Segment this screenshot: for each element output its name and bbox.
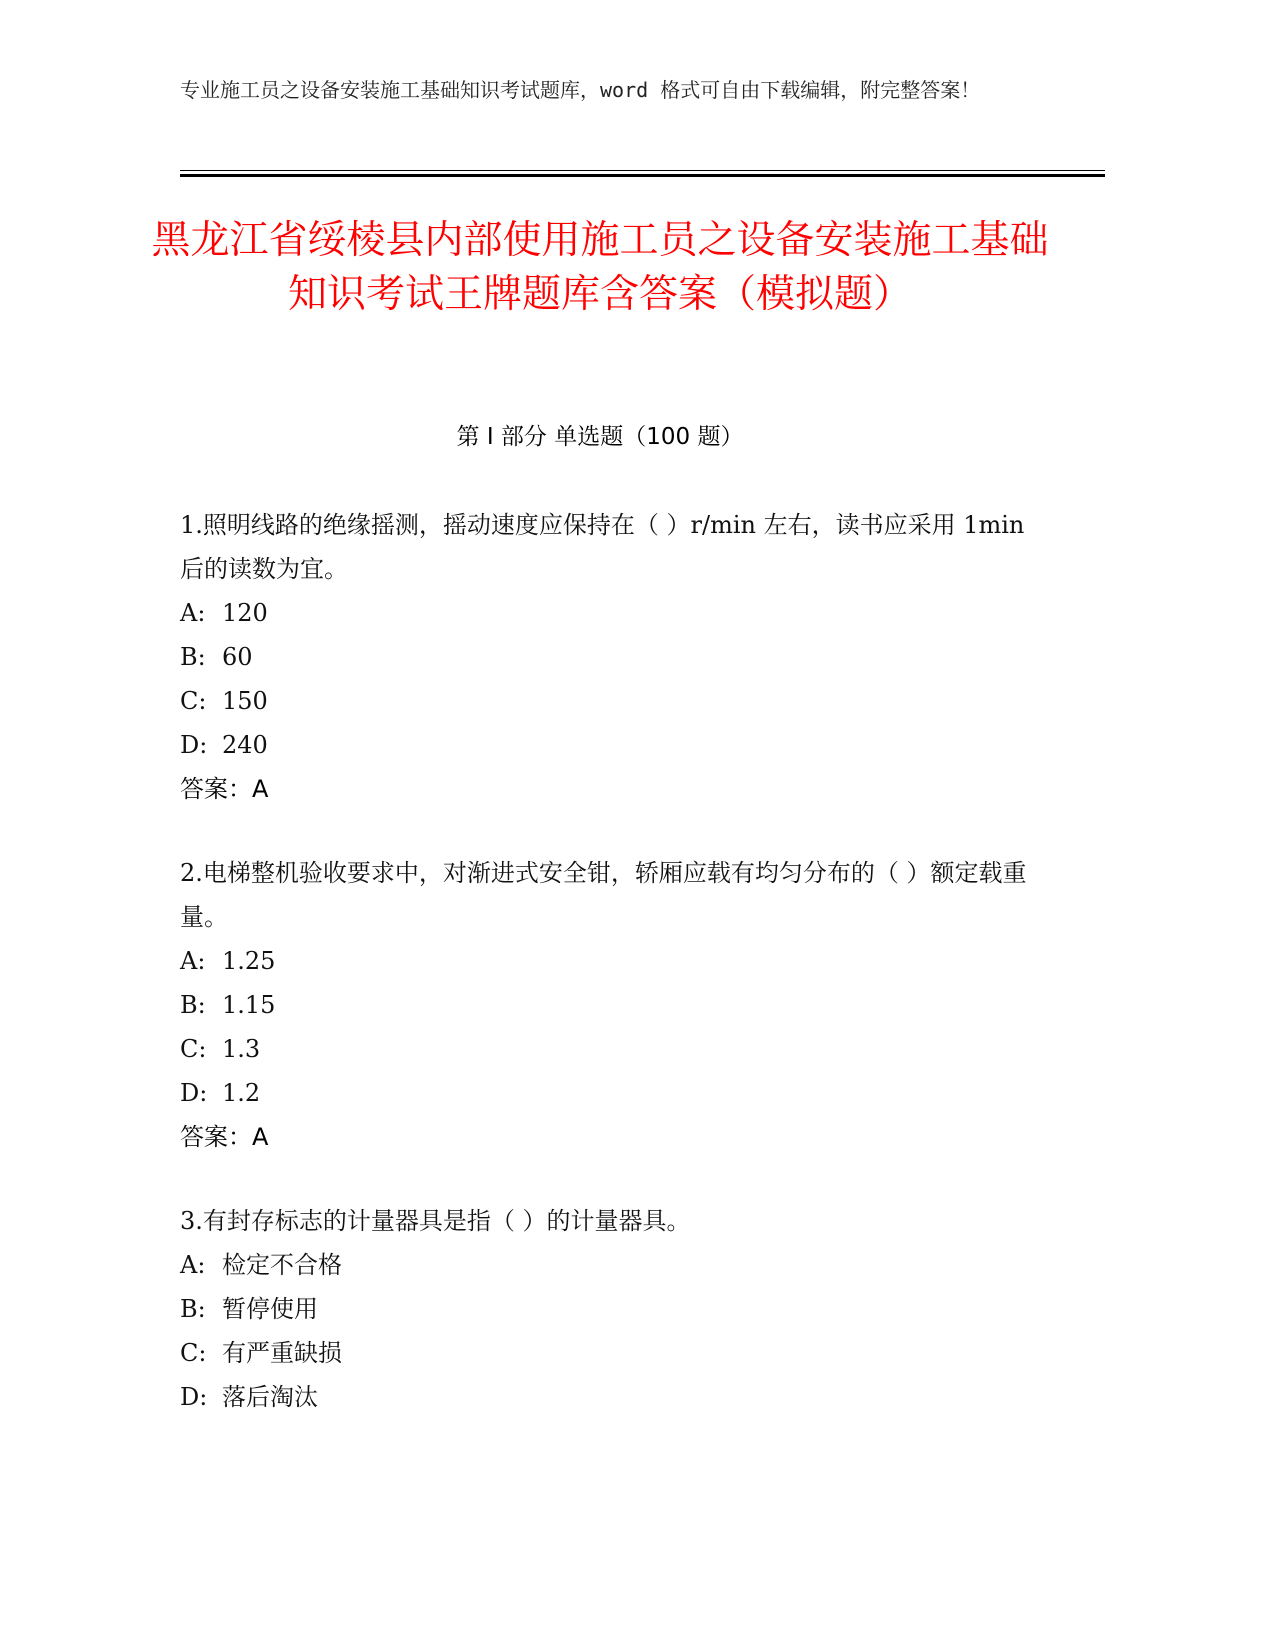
option-letter: C: bbox=[180, 1035, 207, 1063]
option-text: 240 bbox=[222, 731, 268, 759]
option-b bbox=[180, 635, 1040, 679]
question-2 bbox=[180, 851, 1040, 1159]
option-c bbox=[180, 1331, 1040, 1375]
option-d bbox=[180, 723, 1040, 767]
question-1 bbox=[180, 503, 1040, 811]
option-text: 1.3 bbox=[222, 1035, 261, 1063]
option-text: 暂停使用 bbox=[222, 1295, 318, 1323]
question-stem: 2.电梯整机验收要求中，对渐进式安全钳，轿厢应载有均匀分布的（ ）额定载重量。 bbox=[180, 859, 1027, 931]
option-text: 1.2 bbox=[222, 1079, 261, 1107]
option-b bbox=[180, 983, 1040, 1027]
option-text: 150 bbox=[222, 687, 268, 715]
document-title: 黑龙江省绥棱县内部使用施工员之设备安装施工基础知识考试王牌题库含答案（模拟题） bbox=[151, 218, 1049, 317]
option-text: 有严重缺损 bbox=[222, 1339, 342, 1367]
option-d bbox=[180, 1375, 1040, 1419]
question-stem: 1.照明线路的绝缘摇测，摇动速度应保持在（ ）r/min 左右，读书应采用 1min 后的读数为宜。 bbox=[180, 511, 1025, 583]
option-text: 60 bbox=[222, 643, 253, 671]
option-text: 1.25 bbox=[222, 947, 276, 975]
option-letter: A: bbox=[180, 1251, 206, 1279]
option-a bbox=[180, 939, 1040, 983]
option-letter: D: bbox=[180, 731, 208, 759]
option-letter: D: bbox=[180, 1383, 208, 1411]
option-b bbox=[180, 1287, 1040, 1331]
answer: 答案：A bbox=[180, 775, 269, 803]
option-letter: A: bbox=[180, 599, 206, 627]
option-letter: B: bbox=[180, 643, 206, 671]
option-letter: C: bbox=[180, 687, 207, 715]
option-letter: D: bbox=[180, 1079, 208, 1107]
option-letter: C: bbox=[180, 1339, 207, 1367]
option-text: 检定不合格 bbox=[222, 1251, 342, 1279]
option-a bbox=[180, 591, 1040, 635]
option-letter: B: bbox=[180, 1295, 206, 1323]
answer: 答案：A bbox=[180, 1123, 269, 1151]
question-stem: 3.有封存标志的计量器具是指（ ）的计量器具。 bbox=[180, 1207, 691, 1235]
header-divider-thin bbox=[180, 170, 1105, 171]
section-heading: 第 I 部分 单选题（100 题） bbox=[456, 424, 744, 450]
option-letter: B: bbox=[180, 991, 206, 1019]
option-c bbox=[180, 1027, 1040, 1071]
option-text: 落后淘汰 bbox=[222, 1383, 318, 1411]
option-a bbox=[180, 1243, 1040, 1287]
option-c bbox=[180, 679, 1040, 723]
header-note: 专业施工员之设备安装施工基础知识考试题库，word 格式可自由下载编辑，附完整答案！ bbox=[180, 78, 981, 102]
option-text: 120 bbox=[222, 599, 268, 627]
option-d bbox=[180, 1071, 1040, 1115]
option-text: 1.15 bbox=[222, 991, 276, 1019]
question-3 bbox=[180, 1199, 1040, 1419]
header-divider-thick bbox=[180, 174, 1105, 177]
option-letter: A: bbox=[180, 947, 206, 975]
